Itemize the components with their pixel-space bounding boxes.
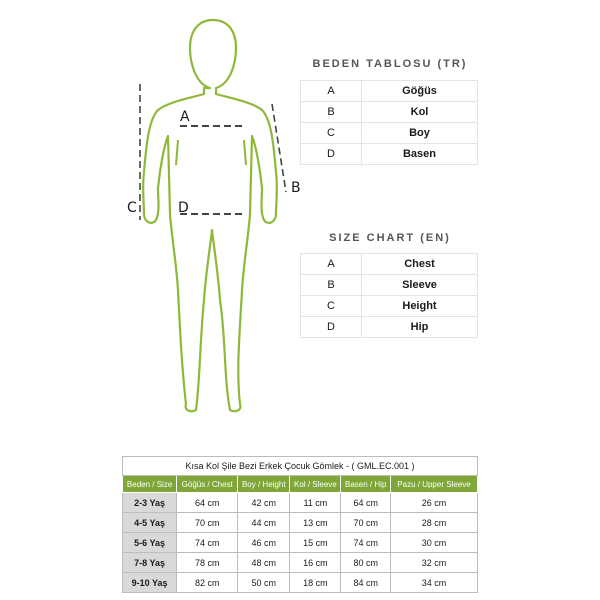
legend-row	[301, 254, 478, 275]
table-cell: 46 cm	[238, 533, 290, 553]
table-row	[123, 493, 478, 513]
column-header: Boy / Height	[238, 476, 290, 493]
table-cell: 42 cm	[238, 493, 290, 513]
table-cell: 18 cm	[290, 573, 341, 593]
legend-key: D	[301, 317, 362, 338]
column-header: Pazu / Upper Sleeve	[390, 476, 477, 493]
table-cell: 30 cm	[390, 533, 477, 553]
table-cell: 48 cm	[238, 553, 290, 573]
table-cell: 32 cm	[390, 553, 477, 573]
legend-value: Chest	[362, 254, 478, 275]
column-header: Kol / Sleeve	[290, 476, 341, 493]
legend-value: Basen	[362, 144, 478, 165]
legend-key: C	[301, 296, 362, 317]
table-cell: 74 cm	[341, 533, 391, 553]
legend-value: Kol	[362, 102, 478, 123]
legend-value: Sleeve	[362, 275, 478, 296]
table-cell: 50 cm	[238, 573, 290, 593]
size-cell: 4-5 Yaş	[123, 513, 177, 533]
table-cell: 44 cm	[238, 513, 290, 533]
legend-key: B	[301, 102, 362, 123]
en-legend-title: SIZE CHART (EN)	[329, 232, 451, 244]
table-cell: 70 cm	[177, 513, 238, 533]
table-cell: 26 cm	[390, 493, 477, 513]
table-cell: 15 cm	[290, 533, 341, 553]
table-row	[123, 553, 478, 573]
size-cell: 5-6 Yaş	[123, 533, 177, 553]
table-cell: 80 cm	[341, 553, 391, 573]
table-row	[123, 573, 478, 593]
legend-value: Hip	[362, 317, 478, 338]
table-cell: 70 cm	[341, 513, 391, 533]
legend-key: A	[301, 254, 362, 275]
en-legend-table	[300, 253, 478, 338]
size-chart-caption-row	[123, 457, 478, 476]
arm-crease-left	[176, 140, 178, 165]
marker-c: C	[127, 200, 137, 216]
table-cell: 13 cm	[290, 513, 341, 533]
legend-key: B	[301, 275, 362, 296]
column-header: Beden / Size	[123, 476, 177, 493]
column-header: Göğüs / Chest	[177, 476, 238, 493]
table-cell: 34 cm	[390, 573, 477, 593]
marker-a: A	[180, 109, 190, 125]
arm-crease-right	[244, 140, 246, 165]
table-cell: 78 cm	[177, 553, 238, 573]
legend-row	[301, 102, 478, 123]
marker-d: D	[178, 200, 189, 216]
table-cell: 82 cm	[177, 573, 238, 593]
size-chart-table	[122, 456, 478, 593]
tr-legend-title: BEDEN TABLOSU (TR)	[312, 58, 468, 70]
legend-row	[301, 123, 478, 144]
table-cell: 11 cm	[290, 493, 341, 513]
legend-key: A	[301, 81, 362, 102]
table-cell: 28 cm	[390, 513, 477, 533]
size-cell: 9-10 Yaş	[123, 573, 177, 593]
table-cell: 16 cm	[290, 553, 341, 573]
size-chart-caption: Kısa Kol Şile Bezi Erkek Çocuk Gömlek - ( GML.EC.001 )	[123, 457, 478, 476]
column-header: Basen / Hip	[341, 476, 391, 493]
body-outline	[143, 20, 277, 411]
size-cell: 2-3 Yaş	[123, 493, 177, 513]
legend-row	[301, 275, 478, 296]
table-cell: 74 cm	[177, 533, 238, 553]
legend-key: D	[301, 144, 362, 165]
legend-row	[301, 296, 478, 317]
size-chart-header-row	[123, 476, 478, 493]
legend-value: Göğüs	[362, 81, 478, 102]
table-cell: 64 cm	[341, 493, 391, 513]
legend-row	[301, 81, 478, 102]
legend-value: Height	[362, 296, 478, 317]
size-cell: 7-8 Yaş	[123, 553, 177, 573]
table-cell: 64 cm	[177, 493, 238, 513]
legend-row	[301, 144, 478, 165]
legend-value: Boy	[362, 123, 478, 144]
table-cell: 84 cm	[341, 573, 391, 593]
tr-legend-table	[300, 80, 478, 165]
table-row	[123, 513, 478, 533]
table-row	[123, 533, 478, 553]
marker-b: B	[291, 180, 301, 196]
legend-row	[301, 317, 478, 338]
legend-key: C	[301, 123, 362, 144]
